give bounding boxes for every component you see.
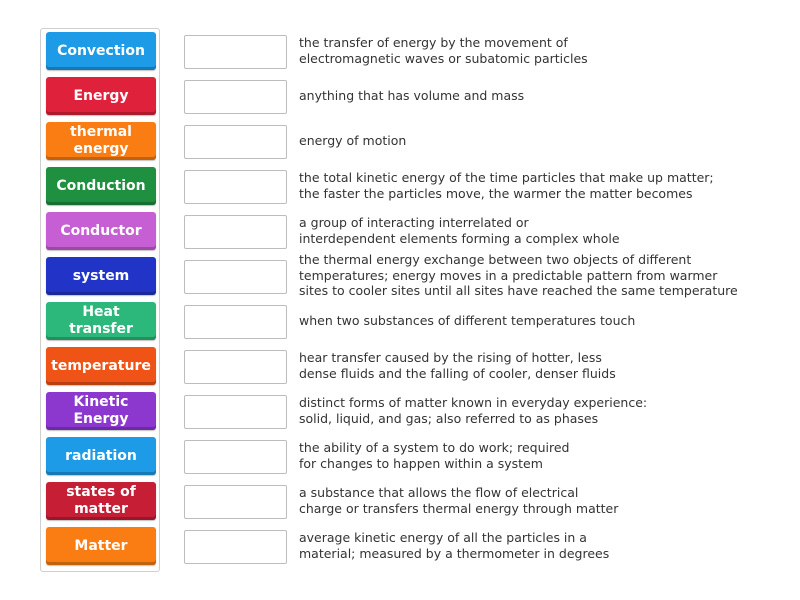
term-tile-label: Conductor [60, 222, 142, 239]
definition-text [299, 118, 779, 163]
answer-slot[interactable] [184, 170, 287, 204]
definition-line: solid, liquid, and gas; also referred to as phases [299, 410, 599, 426]
term-tile-label: Kinetic Energy [73, 394, 129, 427]
term-tile-label: thermal energy [70, 124, 132, 157]
definition-line: anything that has volume and mass [299, 87, 525, 103]
term-tile-label: Matter [74, 537, 128, 554]
definition-line: the faster the particles move, the warmer the matter becomes [299, 185, 693, 201]
answer-slot[interactable] [184, 305, 287, 339]
term-tile[interactable] [46, 527, 156, 565]
definition-text [299, 73, 779, 118]
definition-line: temperatures; energy moves in a predictable pattern from warmer [299, 267, 718, 283]
term-tile-label: temperature [51, 357, 151, 374]
definition-line: material; measured by a thermometer in degrees [299, 545, 610, 561]
term-tile[interactable] [46, 122, 156, 160]
answer-slot[interactable] [184, 215, 287, 249]
definition-line: distinct forms of matter known in everyday experience: [299, 395, 648, 410]
answer-slot[interactable] [184, 35, 287, 69]
answer-slot[interactable] [184, 530, 287, 564]
term-tile-label: states of matter [66, 484, 136, 517]
term-tile-label: Heat transfer [69, 304, 133, 337]
definition-line: electromagnetic waves or subatomic particles [299, 50, 588, 66]
term-tile[interactable] [46, 392, 156, 430]
definition-line: sites to cooler sites until all sites have reached the same temperature [299, 283, 738, 299]
term-tile-label: Energy [73, 87, 129, 104]
definition-line: a group of interacting interrelated or [299, 215, 529, 230]
definition-line: charge or transfers thermal energy through matter [299, 500, 619, 516]
definition-text [299, 343, 779, 388]
definition-line: the thermal energy exchange between two objects of different [299, 252, 692, 268]
definition-line: hear transfer caused by the rising of hotter, less [299, 350, 602, 365]
definition-line: dense fluids and the falling of cooler, denser fluids [299, 365, 616, 381]
answer-slot[interactable] [184, 260, 287, 294]
definition-text [299, 298, 779, 343]
term-tile-label: Convection [57, 42, 145, 59]
definition-line: a substance that allows the flow of electrical [299, 485, 579, 500]
definition-line: the ability of a system to do work; required [299, 440, 570, 455]
term-tile[interactable] [46, 77, 156, 115]
answer-slot[interactable] [184, 80, 287, 114]
answer-slot[interactable] [184, 440, 287, 474]
term-tile[interactable] [46, 302, 156, 340]
answer-slot[interactable] [184, 125, 287, 159]
answer-slot[interactable] [184, 485, 287, 519]
definition-text [299, 478, 779, 523]
definition-text [299, 388, 779, 433]
definition-text [299, 163, 779, 208]
definition-text [299, 208, 779, 253]
term-tile-label: Conduction [56, 177, 146, 194]
definition-line: the total kinetic energy of the time particles that make up matter; [299, 170, 714, 185]
term-tile[interactable] [46, 437, 156, 475]
term-tile-label: radiation [65, 447, 137, 464]
answer-slot[interactable] [184, 395, 287, 429]
definition-text [299, 433, 779, 478]
definition-text [299, 253, 779, 298]
definition-line: for changes to happen within a system [299, 455, 543, 471]
definition-line: average kinetic energy of all the particles in a [299, 530, 587, 545]
term-tile-label: system [72, 267, 130, 284]
definition-line: interdependent elements forming a complex whole [299, 230, 620, 246]
definition-text [299, 28, 779, 73]
definition-text [299, 523, 779, 568]
term-tile[interactable] [46, 32, 156, 70]
term-tile[interactable] [46, 257, 156, 295]
term-tile[interactable] [46, 347, 156, 385]
definition-line: when two substances of different temperatures touch [299, 312, 636, 328]
definition-line: the transfer of energy by the movement of [299, 35, 568, 50]
term-tile[interactable] [46, 212, 156, 250]
term-tile[interactable] [46, 167, 156, 205]
term-tile[interactable] [46, 482, 156, 520]
definition-line: energy of motion [299, 132, 407, 148]
answer-slot[interactable] [184, 350, 287, 384]
